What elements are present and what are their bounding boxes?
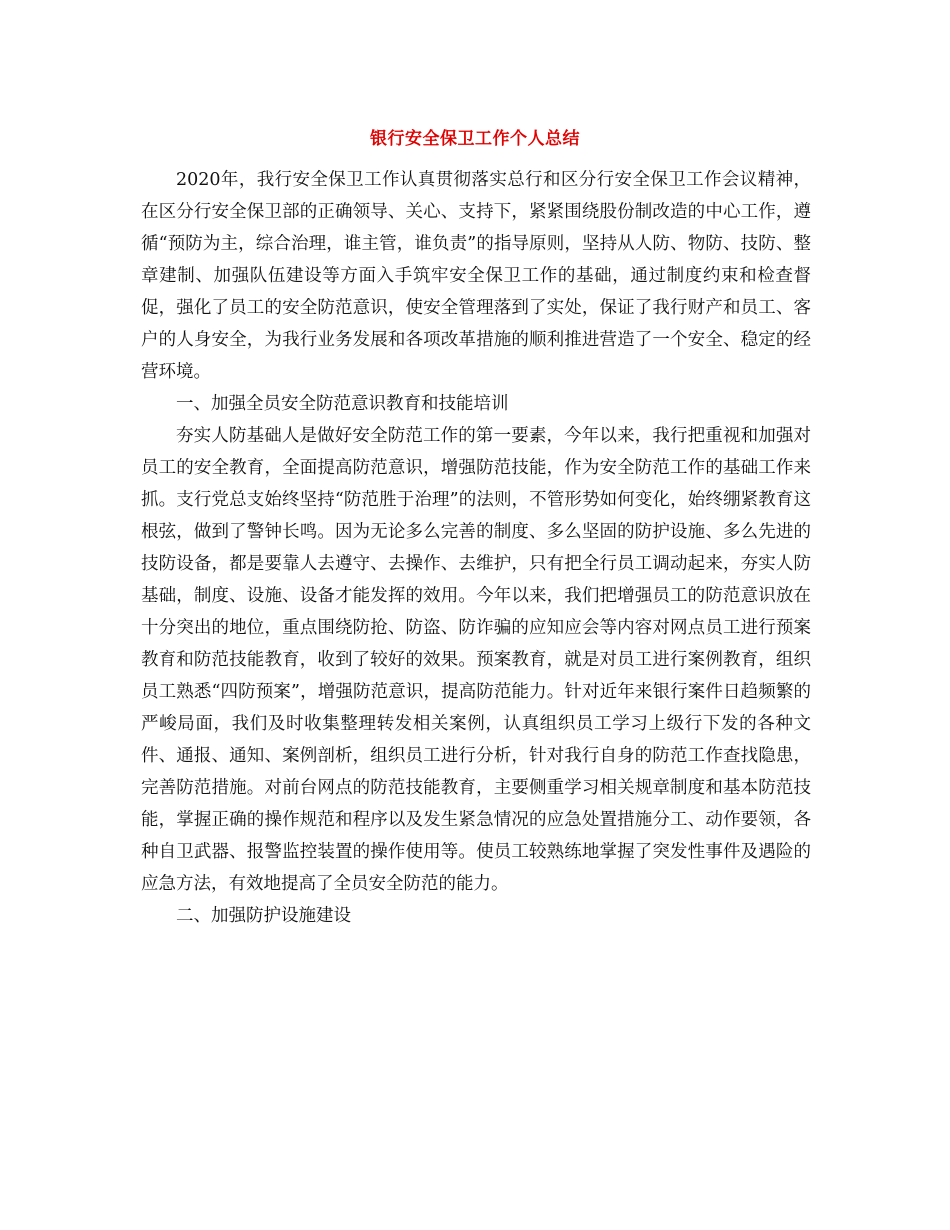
document-title: 银行安全保卫工作个人总结 (370, 129, 580, 149)
paragraph-intro: 2020年，我行安全保卫工作认真贯彻落实总行和区分行安全保卫工作会议精神，在区分行安全保卫部的正确领导、关心、支持下，紧紧围绕股份制改造的中心工作，遵循“预防为主，综合治理，谁主管，谁负责”的指导原则，坚持从人防、物防、技防、整章建制、加强队伍建设等方面入手筑牢安全保卫工作的基础，通过制度约束和检查督促，强化了员工的安全防范意识，使安全管理落到了实处，保证了我行财产和员工、客户的人身安全，为我行业务发展和各项改革措施的顺利推进营造了一个安全、稳定的经营环境。 (141, 170, 811, 382)
section-heading-2: 二、加强防护设施建设 (176, 906, 351, 926)
paragraph-section-1: 夯实人防基础人是做好安全防范工作的第一要素，今年以来，我行把重视和加强对员工的安全教育，全面提高防范意识，增强防范技能，作为安全防范工作的基础工作来抓。支行党总支始终坚持“防范胜于治理”的法则，不管形势如何变化，始终绷紧教育这根弦，做到了警钟长鸣。因为无论多么完善的制度、多么坚固的防护设施、多么先进的技防设备，都是要靠人去遵守、去操作、去维护，只有把全行员工调动起来，夯实人防基础，制度、设施、设备才能发挥的效用。今年以来，我们把增强员工的防范意识放在十分突出的地位，重点围绕防抢、防盗、防诈骗的应知应会等内容对网点员工进行预案教育和防范技能教育，收到了较好的效果。预案教育，就是对员工进行案例教育，组织员工熟悉“四防预案”，增强防范意识，提高防范能力。针对近年来银行案件日趋频繁的严峻局面，我们及时收集整理转发相关案例，认真组织员工学习上级行下发的各种文件、通报、通知、案例剖析，组织员工进行分析，针对我行自身的防范工作查找隐患，完善防范措施。对前台网点的防范技能教育，主要侧重学习相关规章制度和基本防范技能，掌握正确的操作规范和程序以及发生紧急情况的应急处置措施分工、动作要领，各种自卫武器、报警监控装置的操作使用等。使员工较熟练地掌握了突发性事件及遇险的应急方法，有效地提高了全员安全防范的能力。 (141, 426, 811, 894)
document-body (141, 164, 811, 932)
section-heading-1: 一、加强全员安全防范意识教育和技能培训 (176, 394, 509, 414)
